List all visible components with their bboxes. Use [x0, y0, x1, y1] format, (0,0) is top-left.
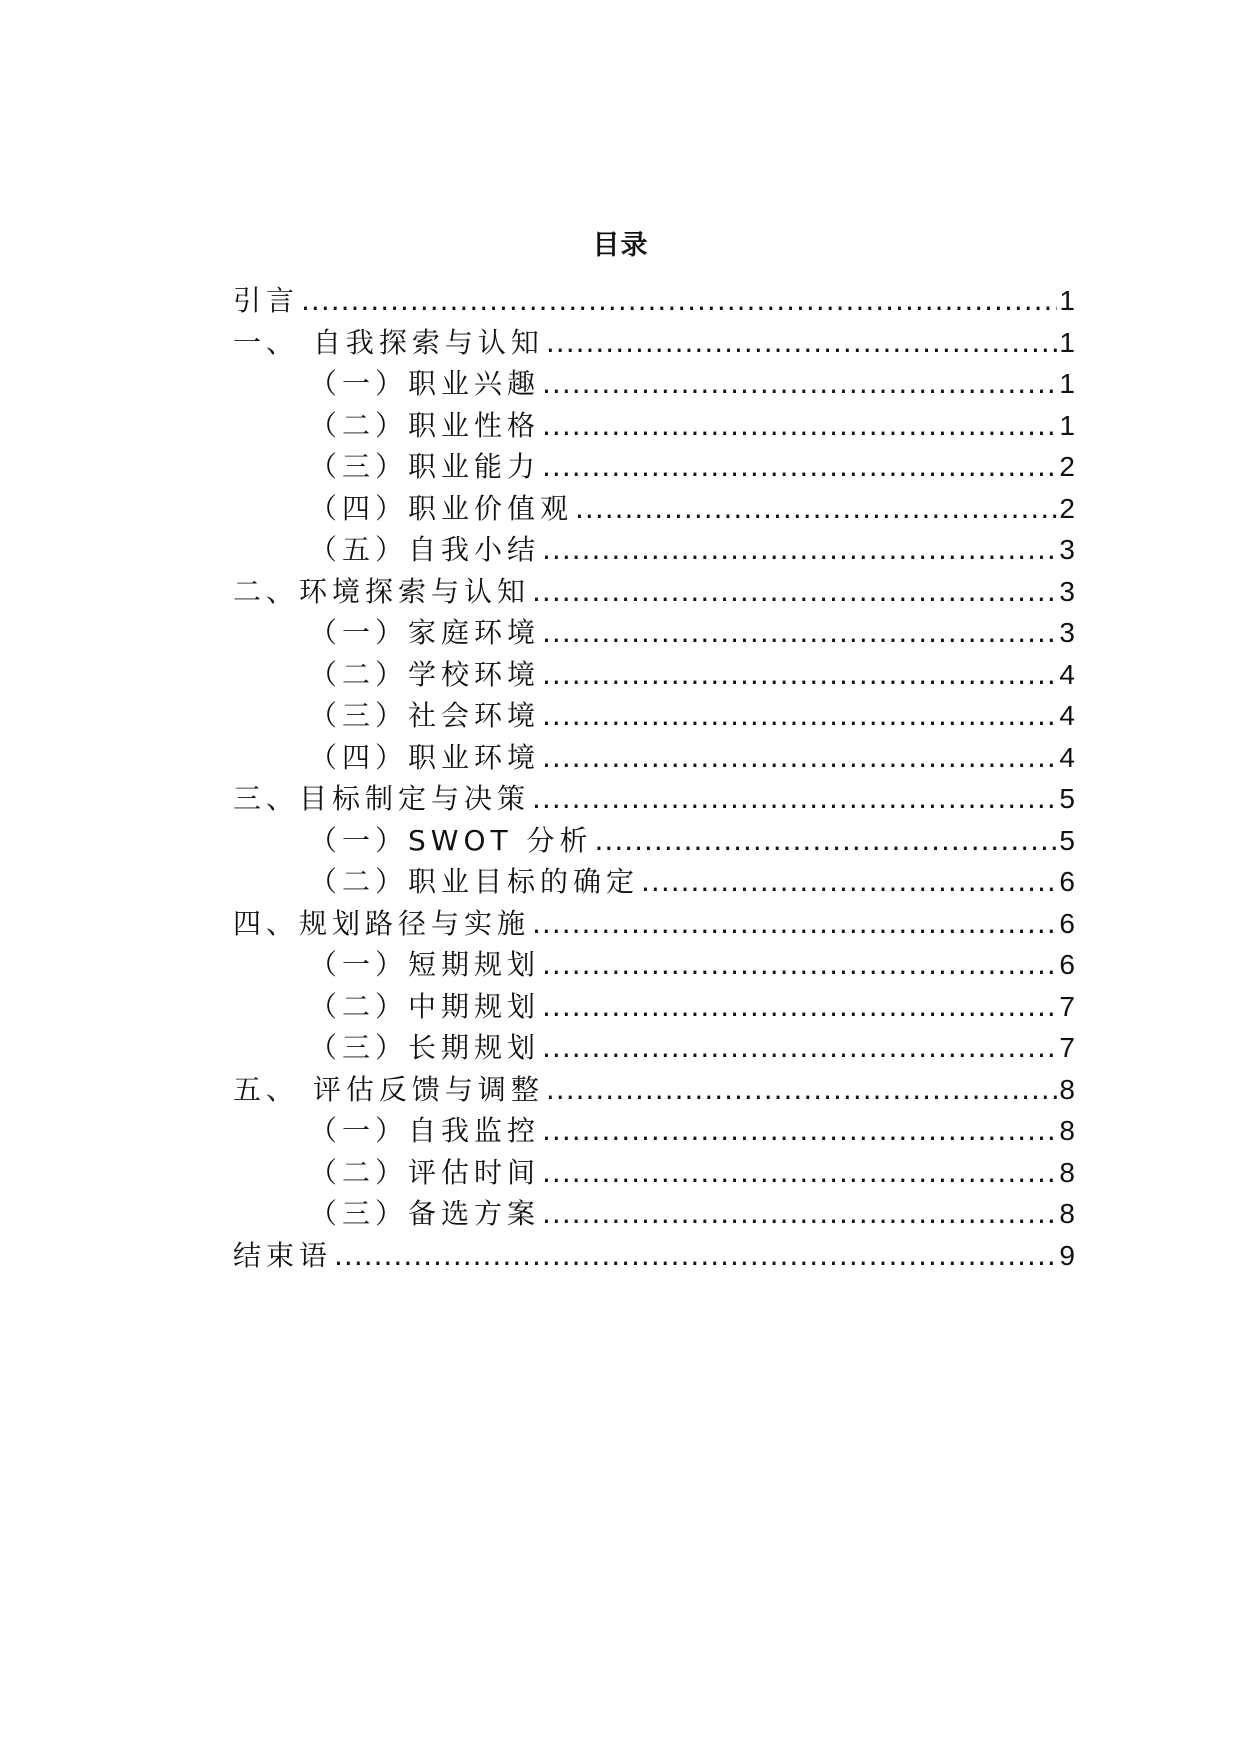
toc-entry-label: （一）SWOT 分析: [309, 823, 593, 857]
toc-entry-label: 五、 评估反馈与调整: [233, 1072, 544, 1106]
toc-entry[interactable]: [233, 1110, 1075, 1152]
toc-entry[interactable]: [233, 612, 1075, 654]
toc-entry-page-number: 8: [1059, 1073, 1075, 1105]
toc-entry[interactable]: [233, 820, 1075, 862]
toc-entry[interactable]: [233, 322, 1075, 364]
toc-entry-page-number: 4: [1059, 700, 1075, 731]
toc-entry-label: （二）中期规划: [309, 989, 541, 1023]
toc-dot-leader: [542, 1193, 1057, 1235]
toc-entry-label: （四）职业环境: [309, 740, 541, 774]
toc-dot-leader: [575, 488, 1057, 530]
toc-entry-page-number: 1: [1059, 326, 1075, 358]
toc-entry[interactable]: [233, 446, 1075, 488]
toc-entry-label: （二）学校环境: [309, 657, 541, 691]
toc-entry-page-number: 1: [1059, 285, 1075, 316]
toc-list: [233, 280, 1075, 1276]
toc-dot-leader: [542, 363, 1057, 405]
toc-dot-leader: [334, 1235, 1057, 1277]
toc-entry[interactable]: [233, 488, 1075, 530]
toc-entry-label: 引言: [233, 284, 300, 317]
toc-entry-page-number: 9: [1059, 1239, 1075, 1271]
toc-entry[interactable]: [233, 986, 1075, 1028]
toc-entry-label: （一）短期规划: [309, 948, 541, 981]
toc-entry-label: （一）自我监控: [309, 1114, 541, 1147]
toc-entry-page-number: 3: [1059, 575, 1075, 607]
toc-entry-page-number: 5: [1059, 783, 1075, 814]
toc-dot-leader: [641, 861, 1057, 903]
toc-dot-leader: [542, 737, 1057, 779]
toc-entry-page-number: 4: [1059, 741, 1075, 773]
toc-entry-label: 二、环境探索与认知: [233, 574, 531, 608]
toc-entry-label: （三）长期规划: [309, 1031, 541, 1064]
toc-entry-label: （二）职业目标的确定: [309, 865, 640, 898]
toc-entry-page-number: 3: [1059, 617, 1075, 648]
toc-entry-page-number: 5: [1059, 824, 1075, 856]
toc-entry-page-number: 3: [1059, 534, 1075, 565]
toc-dot-leader: [542, 529, 1057, 571]
toc-entry-label: 四、规划路径与实施: [233, 906, 531, 940]
toc-entry-label: （二）评估时间: [309, 1155, 541, 1189]
toc-dot-leader: [542, 1027, 1057, 1069]
toc-dot-leader: [542, 944, 1057, 986]
toc-dot-leader: [542, 446, 1057, 488]
toc-entry-label: （一）职业兴趣: [309, 367, 541, 400]
toc-entry-page-number: 6: [1059, 907, 1075, 939]
toc-entry[interactable]: [233, 654, 1075, 696]
toc-entry[interactable]: [233, 280, 1075, 322]
toc-dot-leader: [595, 820, 1058, 862]
toc-entry-label: 结束语: [233, 1238, 333, 1272]
toc-entry-page-number: 1: [1059, 409, 1075, 441]
toc-entry-page-number: 7: [1059, 990, 1075, 1022]
toc-entry-label: （三）备选方案: [309, 1197, 541, 1230]
toc-entry-label: （一）家庭环境: [309, 616, 541, 649]
toc-entry-page-number: 7: [1059, 1032, 1075, 1063]
toc-entry-page-number: 6: [1059, 949, 1075, 980]
toc-entry-label: （三）社会环境: [309, 699, 541, 732]
toc-dot-leader: [542, 612, 1057, 654]
toc-dot-leader: [301, 280, 1057, 322]
toc-entry-page-number: 1: [1059, 368, 1075, 399]
toc-entry[interactable]: [233, 778, 1075, 820]
toc-entry[interactable]: [233, 529, 1075, 571]
toc-entry[interactable]: [233, 903, 1075, 945]
toc-entry-page-number: 2: [1059, 492, 1075, 524]
toc-dot-leader: [542, 1110, 1057, 1152]
toc-title: 目录: [592, 230, 649, 261]
toc-entry-label: （四）职业价值观: [309, 491, 574, 525]
toc-entry[interactable]: [233, 1027, 1075, 1069]
toc-dot-leader: [532, 903, 1057, 945]
toc-entry[interactable]: [233, 861, 1075, 903]
toc-dot-leader: [532, 778, 1057, 820]
toc-entry[interactable]: [233, 1235, 1075, 1277]
toc-entry[interactable]: [233, 1193, 1075, 1235]
toc-dot-leader: [546, 322, 1058, 364]
toc-entry[interactable]: [233, 695, 1075, 737]
toc-entry[interactable]: [233, 571, 1075, 613]
toc-entry[interactable]: [233, 405, 1075, 447]
toc-dot-leader: [532, 571, 1057, 613]
toc-dot-leader: [542, 654, 1057, 696]
toc-entry-label: 一、 自我探索与认知: [233, 325, 544, 359]
toc-entry-page-number: 8: [1059, 1198, 1075, 1229]
toc-dot-leader: [546, 1069, 1058, 1111]
toc-entry-label: （五）自我小结: [309, 533, 541, 566]
toc-entry[interactable]: [233, 944, 1075, 986]
toc-entry-label: （三）职业能力: [309, 450, 541, 483]
toc-entry-label: 三、目标制定与决策: [233, 782, 531, 815]
toc-entry[interactable]: [233, 737, 1075, 779]
toc-entry-page-number: 8: [1059, 1156, 1075, 1188]
toc-dot-leader: [542, 1152, 1057, 1194]
toc-entry-page-number: 8: [1059, 1115, 1075, 1146]
toc-entry-label: （二）职业性格: [309, 408, 541, 442]
toc-entry[interactable]: [233, 363, 1075, 405]
toc-entry-page-number: 4: [1059, 658, 1075, 690]
toc-entry[interactable]: [233, 1069, 1075, 1111]
toc-dot-leader: [542, 986, 1057, 1028]
toc-dot-leader: [542, 695, 1057, 737]
toc-entry[interactable]: [233, 1152, 1075, 1194]
toc-dot-leader: [542, 405, 1057, 447]
toc-entry-page-number: 6: [1059, 866, 1075, 897]
toc-entry-page-number: 2: [1059, 451, 1075, 482]
